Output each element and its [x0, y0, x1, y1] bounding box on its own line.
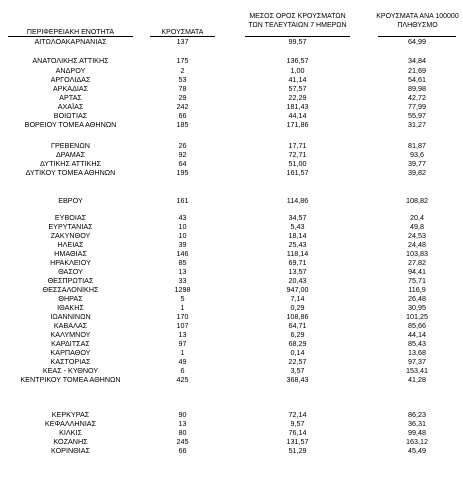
header-avg7-line2: ΤΩΝ ΤΕΛΕΥΤΑΙΩΝ 7 ΗΜΕΡΩΝ [248, 22, 347, 29]
cell-cases: 13 [178, 330, 187, 339]
table-row [0, 285, 463, 294]
cell-avg7: 51,00 [288, 159, 307, 168]
cell-cases: 5 [180, 294, 185, 303]
cell-avg7: 0,14 [290, 348, 305, 357]
cell-cases: 10 [178, 231, 187, 240]
cell-cases: 43 [178, 213, 187, 222]
table-row [0, 303, 463, 312]
cell-avg7: 368,43 [286, 375, 309, 384]
cell-avg7: 947,00 [286, 285, 309, 294]
cell-unit: ΚΑΣΤΟΡΙΑΣ [50, 357, 91, 366]
table-row [0, 168, 463, 177]
header-per100k-line2: ΠΛΗΘΥΣΜΟ [397, 22, 438, 29]
cell-avg7: 76,14 [288, 428, 307, 437]
cell-cases: 6 [180, 366, 185, 375]
cell-avg7: 114,86 [286, 196, 309, 205]
cell-cases: 10 [178, 222, 187, 231]
cell-avg7: 25,43 [288, 240, 307, 249]
cell-unit: ΚΕΝΤΡΙΚΟΥ ΤΟΜΕΑ ΑΘΗΝΩΝ [20, 375, 121, 384]
cell-unit: ΗΛΕΙΑΣ [57, 240, 84, 249]
cell-avg7: 41,14 [288, 75, 307, 84]
cell-per100k: 89,98 [408, 84, 426, 93]
cell-per100k: 24,53 [408, 231, 426, 240]
cell-per100k: 20,4 [410, 213, 424, 222]
cell-per100k: 54,61 [408, 75, 426, 84]
cell-unit: ΑΡΤΑΣ [59, 93, 82, 102]
table-row [0, 357, 463, 366]
cell-cases: 175 [176, 56, 189, 65]
cell-unit: ΗΡΑΚΛΕΙΟΥ [50, 258, 91, 267]
cell-per100k: 116,9 [408, 285, 426, 294]
table-row [0, 419, 463, 428]
cell-per100k: 30,95 [408, 303, 426, 312]
cell-cases: 195 [176, 168, 189, 177]
cell-cases: 29 [178, 93, 187, 102]
cell-per100k: 97,37 [408, 357, 426, 366]
cell-unit: ΔΥΤΙΚΟΥ ΤΟΜΕΑ ΑΘΗΝΩΝ [25, 168, 116, 177]
cell-cases: 64 [178, 159, 187, 168]
cell-avg7: 136,57 [286, 56, 309, 65]
cell-cases: 49 [178, 357, 187, 366]
table-row [0, 120, 463, 129]
cell-avg7: 57,57 [288, 84, 307, 93]
cell-per100k: 42,72 [408, 93, 426, 102]
table-row [0, 330, 463, 339]
cell-avg7: 181,43 [286, 102, 309, 111]
cell-unit: ΘΕΣΣΑΛΟΝΙΚΗΣ [42, 285, 99, 294]
cell-unit: ΚΟΖΑΝΗΣ [53, 437, 88, 446]
cell-per100k: 36,31 [408, 419, 426, 428]
table-row [0, 37, 463, 46]
cell-unit: ΔΡΑΜΑΣ [55, 150, 86, 159]
header-unit: ΠΕΡΙΦΕΡΕΙΑΚΗ ΕΝΟΤΗΤΑ [26, 29, 115, 36]
cell-cases: 242 [176, 102, 189, 111]
cell-avg7: 6,29 [290, 330, 305, 339]
cell-cases: 80 [178, 428, 187, 437]
table-row [0, 312, 463, 321]
cell-unit: ΚΑΡΠΑΘΟΥ [50, 348, 91, 357]
cell-cases: 185 [176, 120, 189, 129]
cell-unit: ΑΧΑΪΑΣ [57, 102, 84, 111]
cell-per100k: 45,49 [408, 446, 426, 455]
cell-cases: 146 [176, 249, 189, 258]
cell-per100k: 64,99 [408, 37, 426, 46]
table-row [0, 150, 463, 159]
cell-avg7: 72,71 [288, 150, 307, 159]
cell-per100k: 27,82 [408, 258, 426, 267]
cell-avg7: 7,14 [290, 294, 305, 303]
cell-unit: ΚΕΑΣ - ΚΥΘΝΟΥ [42, 366, 99, 375]
cell-cases: 97 [178, 339, 187, 348]
cell-cases: 13 [178, 419, 187, 428]
table-row [0, 56, 463, 65]
cell-avg7: 68,29 [288, 339, 307, 348]
cell-unit: ΙΩΑΝΝΙΝΩΝ [50, 312, 91, 321]
cell-cases: 245 [176, 437, 189, 446]
cell-unit: ΚΑΒΑΛΑΣ [53, 321, 88, 330]
cell-per100k: 49,8 [410, 222, 424, 231]
cell-per100k: 86,23 [408, 410, 426, 419]
cell-cases: 66 [178, 111, 187, 120]
cell-unit: ΑΝΑΤΟΛΙΚΗΣ ΑΤΤΙΚΗΣ [32, 56, 109, 65]
cell-avg7: 118,14 [286, 249, 309, 258]
cell-per100k: 85,43 [408, 339, 426, 348]
table-row [0, 159, 463, 168]
table-row [0, 366, 463, 375]
header-per100k-line1: ΚΡΟΥΣΜΑΤΑ ΑΝΑ 100000 [376, 13, 459, 20]
cell-cases: 1 [180, 348, 185, 357]
cell-cases: 107 [176, 321, 189, 330]
cell-per100k: 163,12 [406, 437, 428, 446]
table-row [0, 75, 463, 84]
cell-per100k: 13,68 [408, 348, 426, 357]
table-row [0, 267, 463, 276]
table-row [0, 446, 463, 455]
cell-per100k: 153,41 [406, 366, 428, 375]
cell-unit: ΚΙΛΚΙΣ [59, 428, 82, 437]
cell-per100k: 24,48 [408, 240, 426, 249]
cell-unit: ΕΒΡΟΥ [58, 196, 83, 205]
cell-unit: ΑΙΤΩΛΟΑΚΑΡΝΑΝΙΑΣ [34, 37, 107, 46]
cell-unit: ΚΕΡΚΥΡΑΣ [51, 410, 90, 419]
cell-per100k: 101,25 [406, 312, 428, 321]
cell-unit: ΖΑΚΥΝΘΟΥ [50, 231, 91, 240]
cell-cases: 26 [178, 141, 187, 150]
cell-cases: 39 [178, 240, 187, 249]
cell-unit: ΘΗΡΑΣ [58, 294, 83, 303]
cell-per100k: 85,66 [408, 321, 426, 330]
cell-avg7: 131,57 [286, 437, 309, 446]
cell-avg7: 17,71 [288, 141, 307, 150]
cell-unit: ΑΡΓΟΛΙΔΑΣ [50, 75, 91, 84]
cell-avg7: 69,71 [288, 258, 307, 267]
table-row [0, 141, 463, 150]
table-row [0, 222, 463, 231]
table-row [0, 213, 463, 222]
table-row [0, 375, 463, 384]
table-row [0, 294, 463, 303]
cell-cases: 1298 [174, 285, 191, 294]
table-row [0, 258, 463, 267]
cell-avg7: 161,57 [286, 168, 309, 177]
cell-cases: 161 [176, 196, 189, 205]
cell-unit: ΕΥΒΟΙΑΣ [54, 213, 87, 222]
cell-per100k: 41,28 [408, 375, 426, 384]
cell-avg7: 13,57 [288, 267, 307, 276]
cell-unit: ΕΥΡΥΤΑΝΙΑΣ [48, 222, 93, 231]
table-row [0, 93, 463, 102]
table-row [0, 410, 463, 419]
cell-unit: ΚΑΛΥΜΝΟΥ [50, 330, 91, 339]
cell-avg7: 108,86 [286, 312, 309, 321]
cell-avg7: 5,43 [290, 222, 305, 231]
cell-unit: ΒΟΙΩΤΙΑΣ [53, 111, 88, 120]
cell-per100k: 55,97 [408, 111, 426, 120]
cell-avg7: 34,57 [288, 213, 307, 222]
table-row [0, 249, 463, 258]
cell-avg7: 0,29 [290, 303, 305, 312]
cell-cases: 78 [178, 84, 187, 93]
cell-cases: 66 [178, 446, 187, 455]
cell-per100k: 75,71 [408, 276, 426, 285]
cell-avg7: 171,86 [286, 120, 309, 129]
cell-avg7: 1,00 [290, 66, 305, 75]
cell-unit: ΘΕΣΠΡΩΤΙΑΣ [47, 276, 94, 285]
cell-unit: ΘΑΣΟΥ [58, 267, 83, 276]
cell-avg7: 99,57 [288, 37, 307, 46]
cell-per100k: 39,82 [408, 168, 426, 177]
cell-per100k: 81,87 [408, 141, 426, 150]
cell-avg7: 51,29 [288, 446, 307, 455]
cell-per100k: 34,84 [408, 56, 426, 65]
table-row [0, 321, 463, 330]
cell-cases: 33 [178, 276, 187, 285]
table-row [0, 84, 463, 93]
cell-unit: ΗΜΑΘΙΑΣ [54, 249, 87, 258]
table-row [0, 339, 463, 348]
cell-unit: ΓΡΕΒΕΝΩΝ [51, 141, 90, 150]
cell-unit: ΔΥΤΙΚΗΣ ΑΤΤΙΚΗΣ [40, 159, 101, 168]
table-row [0, 231, 463, 240]
cell-cases: 53 [178, 75, 187, 84]
cell-unit: ΒΟΡΕΙΟΥ ΤΟΜΕΑ ΑΘΗΝΩΝ [24, 120, 117, 129]
table-row [0, 276, 463, 285]
cell-per100k: 21,69 [408, 66, 426, 75]
cell-avg7: 9,57 [290, 419, 305, 428]
cell-avg7: 18,14 [288, 231, 307, 240]
cell-cases: 137 [176, 37, 189, 46]
cell-unit: ΚΑΡΔΙΤΣΑΣ [51, 339, 90, 348]
cell-unit: ΑΝΔΡΟΥ [55, 66, 86, 75]
cell-avg7: 22,57 [288, 357, 307, 366]
table-row [0, 428, 463, 437]
cell-avg7: 64,71 [288, 321, 307, 330]
cell-unit: ΑΡΚΑΔΙΑΣ [52, 84, 89, 93]
cell-cases: 90 [178, 410, 187, 419]
cell-per100k: 77,99 [408, 102, 426, 111]
table-row [0, 348, 463, 357]
cell-cases: 1 [180, 303, 185, 312]
cell-avg7: 44,14 [288, 111, 307, 120]
cell-per100k: 26,48 [408, 294, 426, 303]
cell-cases: 425 [176, 375, 189, 384]
cell-cases: 2 [180, 66, 185, 75]
cell-avg7: 3,57 [290, 366, 305, 375]
cell-per100k: 94,41 [408, 267, 426, 276]
cell-cases: 85 [178, 258, 187, 267]
table-row [0, 196, 463, 205]
cell-per100k: 39,77 [408, 159, 426, 168]
cell-cases: 13 [178, 267, 187, 276]
header-avg7-line1: ΜΕΣΟΣ ΟΡΟΣ ΚΡΟΥΣΜΑΤΩΝ [249, 13, 346, 20]
table-row [0, 111, 463, 120]
cell-cases: 170 [176, 312, 189, 321]
table-row [0, 240, 463, 249]
cell-per100k: 31,27 [408, 120, 426, 129]
cell-avg7: 20,43 [288, 276, 307, 285]
table-row [0, 66, 463, 75]
table-row [0, 437, 463, 446]
cell-per100k: 99,48 [408, 428, 426, 437]
cell-avg7: 22,29 [288, 93, 307, 102]
cell-per100k: 44,14 [408, 330, 426, 339]
cell-per100k: 93,6 [410, 150, 424, 159]
cell-unit: ΚΕΦΑΛΛΗΝΙΑΣ [44, 419, 97, 428]
cell-per100k: 108,82 [406, 196, 428, 205]
cell-cases: 92 [178, 150, 187, 159]
cell-per100k: 103,83 [406, 249, 428, 258]
cell-unit: ΚΟΡΙΝΘΙΑΣ [51, 446, 90, 455]
cell-unit: ΙΘΑΚΗΣ [57, 303, 84, 312]
table-row [0, 102, 463, 111]
cell-avg7: 72,14 [288, 410, 307, 419]
header-cases: ΚΡΟΥΣΜΑΤΑ [161, 29, 204, 36]
